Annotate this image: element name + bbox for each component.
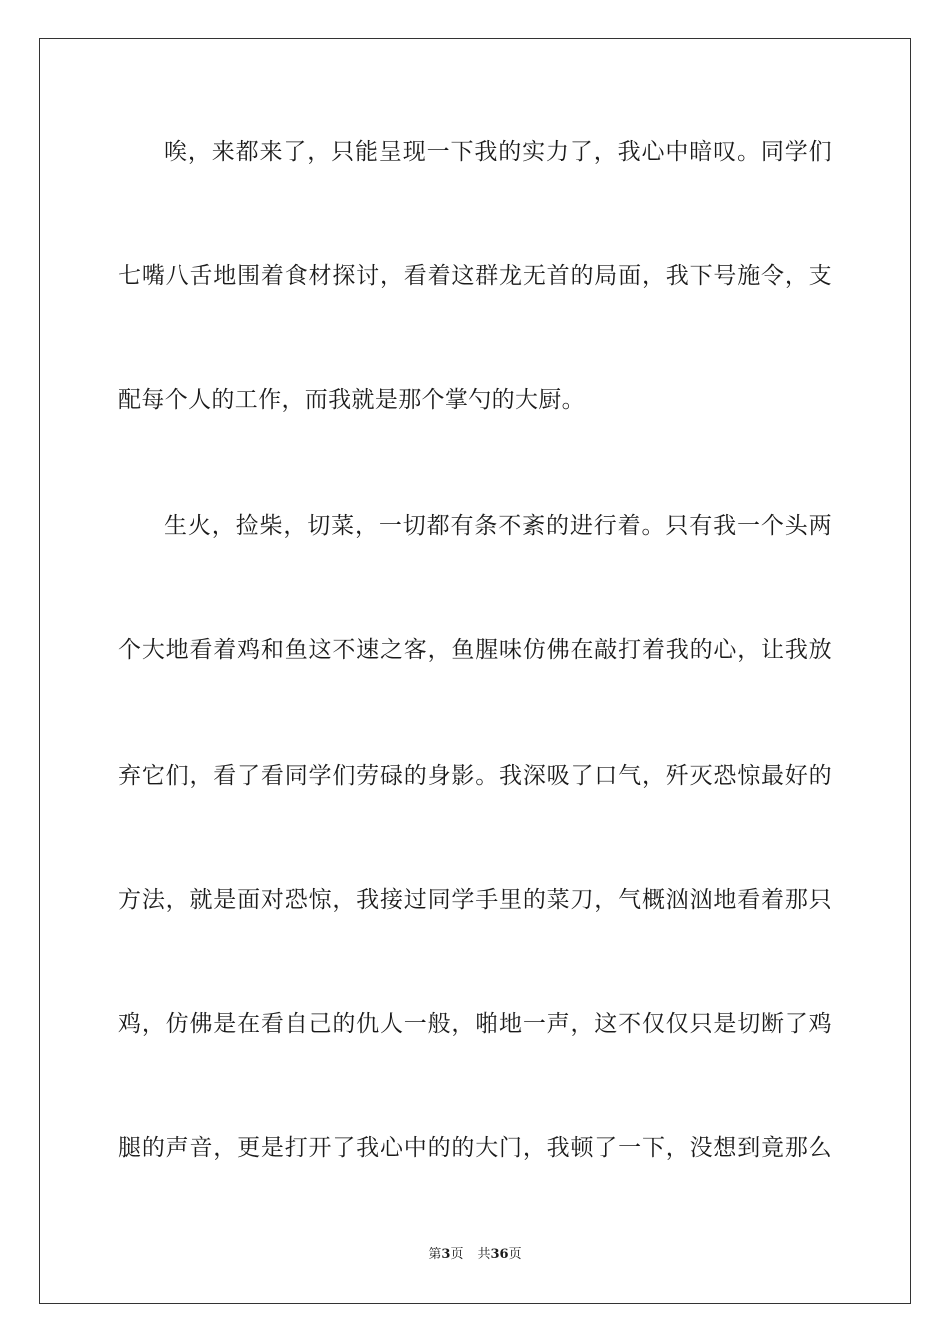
page-prefix: 第	[428, 1247, 442, 1262]
page-footer	[0, 1246, 950, 1264]
page-border	[39, 38, 911, 1304]
total-suffix: 页	[508, 1247, 522, 1262]
text-line-5: 个大地看着鸡和鱼这不速之客，鱼腥味仿佛在敲打着我的心，让我放	[118, 637, 832, 663]
total-pages: 36	[490, 1247, 509, 1262]
text-line-2: 七嘴八舌地围着食材探讨，看着这群龙无首的局面，我下号施令，支	[118, 263, 832, 289]
total-prefix: 共	[477, 1247, 491, 1262]
text-line-8: 鸡，仿佛是在看自己的仇人一般，啪地一声，这不仅仅只是切断了鸡	[118, 1011, 832, 1037]
text-line-3: 配每个人的工作，而我就是那个掌勺的大厨。	[118, 387, 585, 413]
text-line-9: 腿的声音，更是打开了我心中的的大门，我顿了一下，没想到竟那么	[118, 1135, 832, 1161]
page-number: 3	[441, 1247, 451, 1262]
page-suffix: 页	[450, 1247, 464, 1262]
text-line-7: 方法，就是面对恐惊，我接过同学手里的菜刀，气概汹汹地看着那只	[118, 887, 832, 913]
text-line-6: 弃它们，看了看同学们劳碌的身影。我深吸了口气，歼灭恐惊最好的	[118, 763, 832, 789]
text-line-4: 生火，捡柴，切菜，一切都有条不紊的进行着。只有我一个头两	[164, 513, 832, 539]
text-line-1: 唉，来都来了，只能呈现一下我的实力了，我心中暗叹。同学们	[164, 139, 832, 165]
